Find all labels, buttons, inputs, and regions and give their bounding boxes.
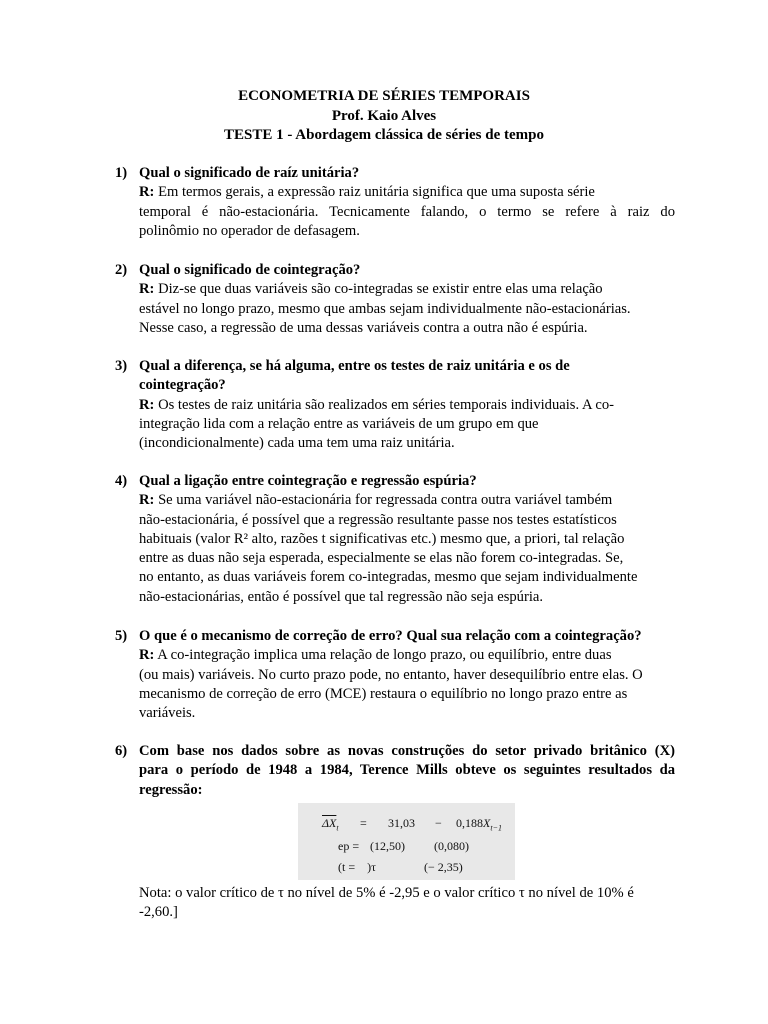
note-line: Nota: o valor crítico de τ no nível de 5% é -2,95 e o valor crítico τ no nível de 10% é: [139, 885, 634, 901]
critical-values-note: [139, 884, 679, 923]
question-number: 4): [115, 473, 128, 489]
answer-label: R:: [139, 281, 155, 298]
intercept-value: 31,03: [388, 816, 415, 830]
answer-line: não-estacionária, é possível que a regressão resultante passe nos testes estatísticos: [139, 511, 617, 528]
note-line: -2,60.]: [139, 904, 178, 921]
answer-line: integração lida com a relação entre as variáveis de um grupo em que: [139, 415, 539, 432]
question-text: O que é o mecanismo de correção de erro? Qual sua relação com a cointegração?: [139, 628, 642, 644]
question-text: para o período de 1948 a 1984, Terence Mills obteve os seguintes resultados da: [139, 762, 675, 779]
answer-label: R:: [139, 396, 155, 413]
question-text: Com base nos dados sobre as novas construções do setor privado britânico (X): [139, 743, 675, 759]
question-text: Qual o significado de raíz unitária?: [139, 165, 360, 181]
document-header: [0, 87, 768, 146]
course-title: ECONOMETRIA DE SÉRIES TEMPORAIS: [238, 88, 530, 104]
question-text: Qual a ligação entre cointegração e regressão espúria?: [139, 473, 477, 489]
question-number: 1): [115, 165, 128, 181]
question-text: Qual o significado de cointegração?: [139, 262, 361, 278]
question-text: regressão:: [139, 781, 203, 798]
answer-line: não-estacionárias, então é possível que tal regressão não seja espúria.: [139, 588, 544, 605]
minus-sign: −: [435, 816, 442, 830]
answer-line: entre as duas não seja esperada, especialmente se elas não forem co-integradas. Se,: [139, 550, 624, 567]
answer-line: estável no longo prazo, mesmo que ambas sejam individualmente não-estacionárias.: [139, 300, 631, 317]
question-number: 5): [115, 628, 128, 644]
answer-line: mecanismo de correção de erro (MCE) restaura o equilíbrio no longo prazo entre as: [139, 685, 628, 702]
professor-name: Prof. Kaio Alves: [331, 107, 437, 124]
question-1: [115, 164, 675, 241]
dependent-variable: $\overline{\Delta X}$: [322, 816, 337, 830]
answer-line: R: A co-integração implica uma relação de longo prazo, ou equilíbrio, entre duas: [139, 647, 612, 664]
answer-line: R: Diz-se que duas variáveis são co-integradas se existir entre elas uma relação: [139, 281, 603, 298]
equals-sign: =: [360, 816, 367, 830]
answer-label: R:: [139, 492, 155, 509]
question-6: [115, 742, 675, 800]
ep-slope: (0,080): [434, 839, 469, 853]
answer-line: (ou mais) variáveis. No curto prazo pode, no entanto, haver desequilíbrio entre elas. O: [139, 666, 643, 683]
question-number: 2): [115, 262, 128, 278]
question-text: cointegração?: [139, 377, 226, 394]
ep-label: ep =: [338, 839, 360, 853]
question-5: [115, 627, 675, 723]
answer-label: R:: [139, 184, 155, 201]
answer-line: R: Se uma variável não-estacionária for regressada contra outra variável também: [139, 492, 613, 509]
ep-intercept: (12,50): [370, 839, 405, 853]
answer-line: variáveis.: [139, 705, 196, 722]
question-4: [115, 472, 675, 607]
slope-value: 0,188: [456, 816, 483, 830]
question-number: 6): [115, 743, 128, 759]
answer-line: (incondicionalmente) cada uma tem uma raiz unitária.: [139, 435, 455, 452]
answer-line: polinômio no operador de defasagem.: [139, 222, 360, 239]
tau-label: (t = )τ: [338, 860, 376, 874]
question-2: [115, 261, 675, 338]
answer-line: habituais (valor R² alto, razões t significativas etc.) mesmo que, a priori, tal relação: [139, 530, 625, 547]
slope-term: $0,188X_{t-1}$: [456, 816, 502, 833]
answer-line: R: Em termos gerais, a expressão raiz unitária significa que uma suposta série: [139, 184, 595, 201]
answer-line: R: Os testes de raiz unitária são realizados em séries temporais individuais. A co-: [139, 396, 614, 413]
answer-line: Nesse caso, a regressão de uma dessas variáveis contra a outra não é espúria.: [139, 319, 588, 336]
answer-line: temporal é não-estacionária. Tecnicamente falando, o termo se refere à raiz do: [139, 203, 675, 220]
test-title: TESTE 1 - Abordagem clássica de séries de tempo: [224, 127, 544, 143]
regression-equation: [298, 803, 515, 880]
question-number: 3): [115, 358, 128, 374]
question-text: Qual a diferença, se há alguma, entre os testes de raiz unitária e os de: [139, 358, 570, 374]
answer-label: R:: [139, 647, 155, 664]
question-3: [115, 357, 675, 453]
regression-line: $\overline{\Delta X}_t$: [322, 816, 339, 833]
answer-line: no entanto, as duas variáveis forem co-integradas, mesmo que sejam individualmente: [139, 569, 638, 586]
tau-value: (− 2,35): [424, 860, 463, 874]
